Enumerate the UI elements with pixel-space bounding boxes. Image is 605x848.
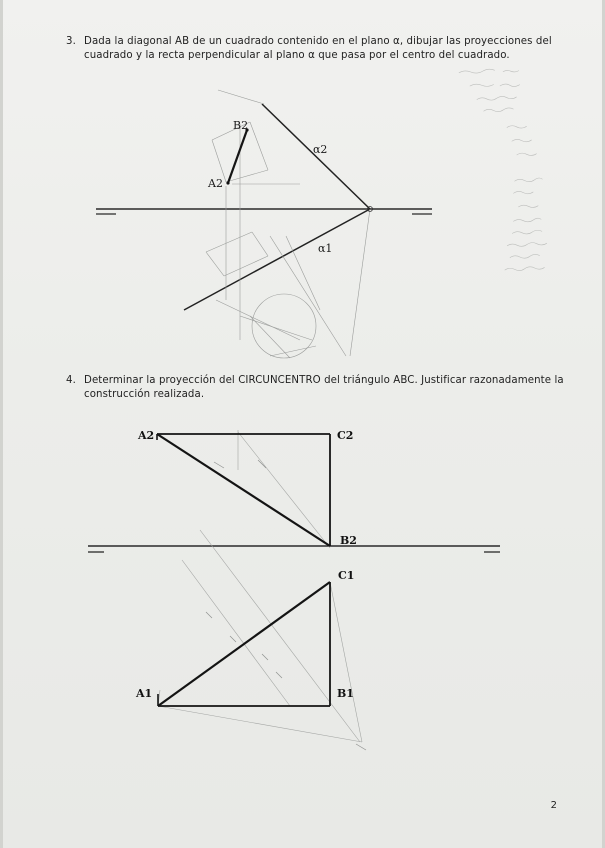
label-b2: B2 bbox=[233, 119, 249, 132]
label-b1-tri: B1 bbox=[337, 687, 354, 700]
edge-a1-c1 bbox=[158, 582, 330, 706]
edge-a2-b2 bbox=[157, 434, 330, 546]
page-number: 2 bbox=[550, 800, 557, 811]
construction-lines-2 bbox=[158, 430, 362, 742]
label-alpha1: α1 bbox=[318, 242, 333, 255]
question-4-number: 4. bbox=[66, 375, 76, 386]
figure-1 bbox=[96, 90, 432, 358]
figure-2 bbox=[88, 429, 500, 750]
question-4-text: Determinar la proyección del CIRCUNCENTRO del triángulo ABC. Justificar razonadamente la construcción realizada. bbox=[84, 375, 564, 400]
label-c1-tri: C1 bbox=[338, 569, 355, 582]
point-a2 bbox=[226, 181, 229, 184]
question-3-number: 3. bbox=[66, 36, 76, 47]
label-c2-tri: C2 bbox=[337, 429, 354, 442]
label-alpha2: α2 bbox=[313, 143, 328, 156]
label-b2-tri: B2 bbox=[340, 534, 357, 547]
label-a2: A2 bbox=[208, 177, 223, 190]
trace-alpha2 bbox=[262, 104, 370, 209]
label-a2-tri: A2 bbox=[138, 429, 155, 442]
segment-a2-b2 bbox=[228, 130, 247, 183]
question-3-text: Dada la diagonal AB de un cuadrado contenido en el plano α, dibujar las proyecciones del cuadrado y la recta perpendicular al plano α que pasa por el centro del cuadrado. bbox=[84, 36, 552, 61]
label-a1-tri: A1 bbox=[136, 687, 153, 700]
